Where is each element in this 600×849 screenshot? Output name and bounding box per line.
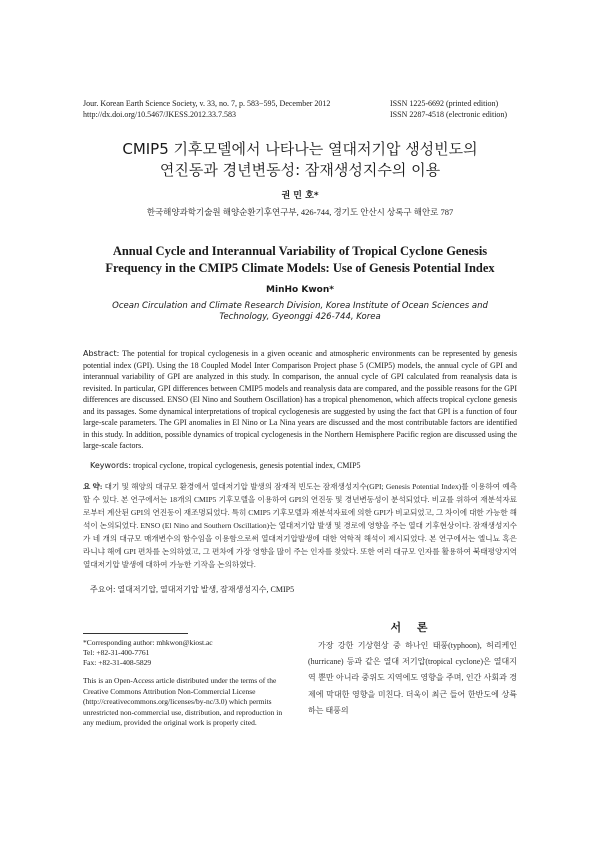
abstract-label: Abstract: bbox=[83, 349, 120, 358]
introduction-heading: 서 론 bbox=[390, 621, 434, 634]
english-title-line: Annual Cycle and Interannual Variability of Tropical Cyclone Genesis bbox=[112, 244, 488, 258]
english-affiliation bbox=[105, 301, 495, 323]
keywords-text: tropical cyclone, tropical cyclogenesis, genesis potential index, CMIP5 bbox=[133, 461, 361, 470]
korean-keywords-label: 주요어: bbox=[90, 585, 116, 594]
korean-abstract-text: 대기 및 해양의 대규모 환경에서 열대저기압 발생의 잠재적 빈도는 잠재생성지수(GPI; Genesis Potential Index)를 이용하여 예측할 수 있다. 본 연구에서는 18개의 CMIP5 기후모델을 이용하여 GPI의 연진동 및 경년변동성이 분석되었다. 비교를 위하여 재분석자료로부터 계산된 GPI의 연진동이 재조명되었다. 특히 CMIP5 기후모델과 재분석자료에 의한 GPI가 비교되었고, 그 차이에 대한 가능한 해석이 논의되었다. ENSO (El Nino and Southern Oscillation)는 열대저기압 발생 및 경로에 영향을 주는 열대 기후현상이다. 잠재생성지수가 네 개의 대규모 매개변수의 함수임을 이용함으로써 열대저기압발생에 대한 역학적 해석이 제시되었다. 본 연구에서는 엘니뇨 혹은 라니냐 해에 GPI 편차를 논의하였고, 그 편차에 가장 영향을 많이 주는 인자를 찾았다. 또한 여러 대규모 인자를 활용하여 북태평양지역 열대저기압 발생에 대하여 가능한 기작을 논의하였다. bbox=[83, 482, 517, 569]
korean-title-line: CMIP5 기후모델에서 나타나는 열대저기압 생성빈도의 bbox=[122, 140, 478, 158]
english-author: MinHo Kwon* bbox=[266, 285, 334, 295]
english-affiliation-line: Ocean Circulation and Climate Research Division, Korea Institute of Ocean Sciences and bbox=[112, 301, 488, 311]
korean-keywords bbox=[90, 584, 517, 595]
journal-citation-line: Jour. Korean Earth Science Society, v. 33, no. 7, p. 583−595, December 2012 bbox=[83, 99, 331, 108]
issn-electronic: ISSN 2287-4518 (electronic edition) bbox=[390, 110, 508, 119]
introduction-text: 가장 강한 기상현상 중 하나인 태풍(typhoon), 허리케인(hurricane) 등과 같은 열대 저기압(tropical cyclone)은 열대지역 뿐만 아니라 중위도 지역에도 영향을 주며, 인간 사회과 경제에 막대한 영향을 미친다. 더욱이 최근 들어 한반도에 상륙하는 태풍의 bbox=[308, 641, 517, 715]
open-access-notice: This is an Open-Access article distributed under the terms of the Creative Commons Attribution Non-Commercial License (http://creativecommons.org/licenses/by-nc/3.0) which permits unrestricted non-commercial use, distribution, and reproduction in any medium, provided the original work is properly cited. bbox=[83, 676, 283, 727]
korean-title bbox=[60, 139, 540, 181]
journal-citation bbox=[83, 98, 330, 120]
doi-line[interactable]: http://dx.doi.org/10.5467/JKESS.2012.33.7.583 bbox=[83, 110, 236, 119]
issn-info bbox=[390, 98, 507, 120]
keywords-label: Keywords: bbox=[90, 461, 132, 470]
korean-abstract-label: 요 약: bbox=[83, 482, 103, 491]
keywords bbox=[90, 461, 517, 470]
korean-title-line: 연진동과 경년변동성: 잠재생성지수의 이용 bbox=[159, 161, 441, 179]
corresponding-author bbox=[83, 638, 213, 668]
english-title-line: Frequency in the CMIP5 Climate Models: Use of Genesis Potential Index bbox=[105, 261, 495, 275]
abstract-text: The potential for tropical cyclogenesis in a given oceanic and atmospheric environments can be represented by genesis potential index (GPI). Using the 18 Coupled Model Inter Comparison Project phase 5 (CMIP5) models, the annual cycle of GPI and interannual variability of GPI are analyzed in this study. In comparison, the annual cycle of GPI calculated from reanalysis data is revisited. In particular, GPI differences between CMIP5 models and reanalysis data are compared, and the possible reasons for the GPI differences are discussed. ENSO (El Nino and Southern Oscillation) has a tropical phenomenon, which affects tropical cyclone genesis and its passages. Some dynamical interpretations of tropical cyclogenesis are suggested by using the fact that GPI is a function of four large-scale parameters. The GPI anomalies in El Nino or La Nina years are discussed and the most contributable factors are identified in this study. In addition, possible dynamics of tropical cyclogenesis in the Northern Hemisphere Pacific region are discussed using the large-scale factors. bbox=[83, 349, 517, 450]
corresponding-email[interactable]: *Corresponding author: mhkwon@kiost.ac bbox=[83, 638, 213, 647]
korean-abstract bbox=[83, 480, 517, 571]
corresponding-fax: Fax: +82-31-408-5829 bbox=[83, 658, 152, 667]
korean-affiliation: 한국해양과학기술원 해양순환기후연구부, 426-744, 경기도 안산시 상록구 해안로 787 bbox=[146, 207, 454, 217]
korean-keywords-text: 열대저기압, 열대저기압 발생, 잠재생성지수, CMIP5 bbox=[117, 585, 295, 594]
issn-print: ISSN 1225-6692 (printed edition) bbox=[390, 99, 499, 108]
english-affiliation-line: Technology, Gyeonggi 426-744, Korea bbox=[219, 312, 381, 322]
abstract bbox=[83, 348, 517, 452]
english-title bbox=[60, 243, 540, 277]
corresponding-tel: Tel: +82-31-400-7761 bbox=[83, 648, 150, 657]
korean-author: 권 민 호* bbox=[281, 191, 319, 201]
footnote-divider bbox=[83, 633, 188, 634]
